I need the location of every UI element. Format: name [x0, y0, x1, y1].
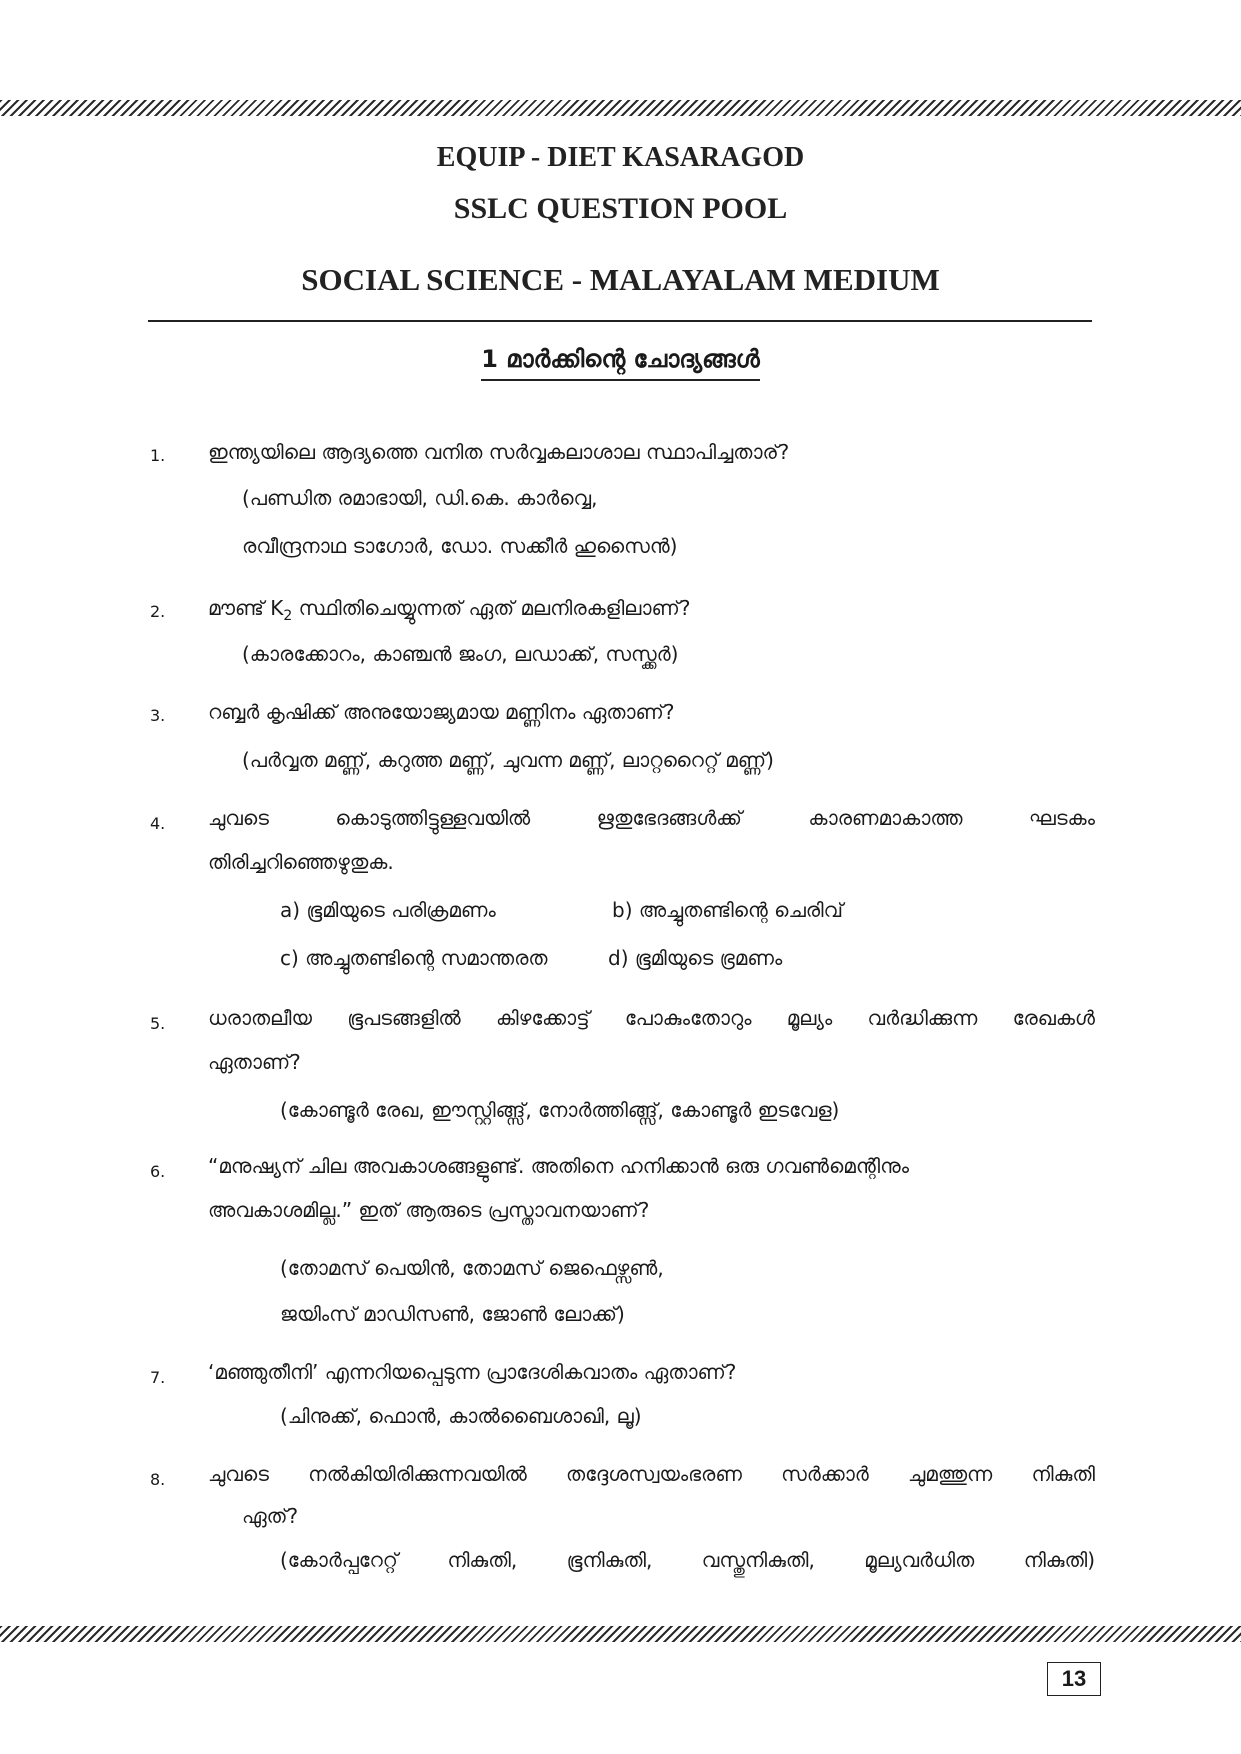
question-text: ഇന്ത്യയിലെ ആദ്യത്തെ വനിത സർവ്വകലാശാല സ്ഥാപിച്ചതാര്?: [208, 440, 790, 464]
question-options: ജയിംസ് മാഡിസൺ, ജോൺ ലോക്ക്): [280, 1302, 625, 1326]
question-8: [150, 1458, 1095, 1598]
question-text: ‘മഞ്ഞുതീനി’ എന്നറിയപ്പെടുന്ന പ്രാദേശികവാതം ഏതാണ്?: [208, 1360, 737, 1384]
question-options: (ചിനുക്ക്, ഫൊൻ, കാൽബൈശാഖി, ലൂ): [280, 1404, 642, 1428]
header-rule: [148, 320, 1092, 322]
question-number: 8.: [150, 1470, 166, 1489]
question-number: 4.: [150, 814, 166, 833]
question-text: ചുവടെ കൊടുത്തിട്ടുള്ളവയിൽ ഋതുഭേദങ്ങൾക്ക് കാരണമാകാത്ത ഘടകം: [208, 806, 1095, 830]
question-options: (പർവ്വത മണ്ണ്, കറുത്ത മണ്ണ്, ചുവന്ന മണ്ണ്, ലാറ്ററൈറ്റ് മണ്ണ്): [242, 748, 774, 772]
question-options: (തോമസ് പെയിൻ, തോമസ് ജെഫെഴ്സൺ,: [280, 1256, 664, 1280]
option-c: c) അച്ചുതണ്ടിന്റെ സമാന്തരത: [280, 946, 548, 970]
header-institution: EQUIP - DIET KASARAGOD: [436, 142, 805, 173]
question-2: [150, 592, 1095, 672]
top-hatch-border: [0, 100, 1241, 116]
question-6: [150, 1150, 1095, 1330]
page-number: 13: [1047, 1662, 1101, 1696]
question-1: [150, 436, 1095, 556]
question-5: [150, 1002, 1095, 1122]
question-options: രവീന്ദ്രനാഥ ടാഗോർ, ഡോ. സക്കീർ ഹുസൈൻ): [242, 534, 678, 558]
bottom-hatch-border: [0, 1626, 1241, 1642]
section-title: [0, 345, 1241, 373]
question-text: ധരാതലീയ ഭൂപടങ്ങളിൽ കിഴക്കോട്ട് പോകുംതോറും മൂല്യം വർദ്ധിക്കുന്ന രേഖകൾ: [208, 1006, 1095, 1030]
option-b: b) അച്ചുതണ്ടിന്റെ ചെരിവ്: [612, 898, 843, 922]
option-a: a) ഭൂമിയുടെ പരിക്രമണം: [280, 898, 496, 922]
header-subject: SOCIAL SCIENCE - MALAYALAM MEDIUM: [301, 262, 940, 297]
question-number: 2.: [150, 602, 166, 621]
question-text: ചുവടെ നൽകിയിരിക്കുന്നവയിൽ തദ്ദേശസ്വയംഭരണ സർക്കാർ ചുമത്തുന്ന നികുതി: [208, 1462, 1095, 1486]
question-number: 1.: [150, 446, 166, 465]
question-text: “മനുഷ്യന് ചില അവകാശങ്ങളുണ്ട്. അതിനെ ഹനിക്കാൻ ഒരു ഗവൺമെന്റിനും: [208, 1154, 910, 1178]
question-number: 7.: [150, 1368, 166, 1387]
section-title-text: 1 മാർക്കിന്റെ ചോദ്യങ്ങൾ: [481, 345, 760, 381]
question-7: [150, 1356, 1095, 1436]
question-number: 3.: [150, 706, 166, 725]
question-options: (കാരക്കോറം, കാഞ്ചൻ ജംഗ, ലഡാക്ക്, സസ്ക്കർ): [242, 642, 679, 666]
question-options: (പണ്ഡിത രമാഭായി, ഡി.കെ. കാർവ്വെ,: [242, 486, 598, 510]
question-text: ഏത്?: [242, 1504, 299, 1528]
question-4: [150, 802, 1095, 972]
question-text: അവകാശമില്ല.” ഇത് ആരുടെ പ്രസ്താവനയാണ്?: [208, 1198, 650, 1222]
question-3: [150, 696, 1095, 776]
question-options: (കോർപ്പറേറ്റ് നികുതി, ഭൂനികുതി, വസ്തുനികുതി, മൂല്യവർധിത നികുതി): [280, 1548, 1095, 1572]
question-number: 5.: [150, 1014, 166, 1033]
question-text: തിരിച്ചറിഞ്ഞെഴുതുക.: [208, 850, 394, 874]
question-text: റബ്ബർ കൃഷിക്ക് അനുയോജ്യമായ മണ്ണിനം ഏതാണ്?: [208, 700, 675, 724]
question-text: ഏതാണ്?: [208, 1050, 301, 1074]
option-d: d) ഭൂമിയുടെ ഭ്രമണം: [608, 946, 783, 970]
question-text: മൗണ്ട് $K_2$ സ്ഥിതിചെയ്യുന്നത് ഏത് മലനിരകളിലാണ്?: [208, 596, 691, 624]
question-options: (കോണ്ടൂർ രേഖ, ഈസ്റ്റിങ്ങ്സ്, നോർത്തിങ്ങ്സ്, കോണ്ടൂർ ഇടവേള): [280, 1098, 840, 1122]
header-title: SSLC QUESTION POOL: [453, 192, 788, 225]
question-number: 6.: [150, 1162, 166, 1181]
